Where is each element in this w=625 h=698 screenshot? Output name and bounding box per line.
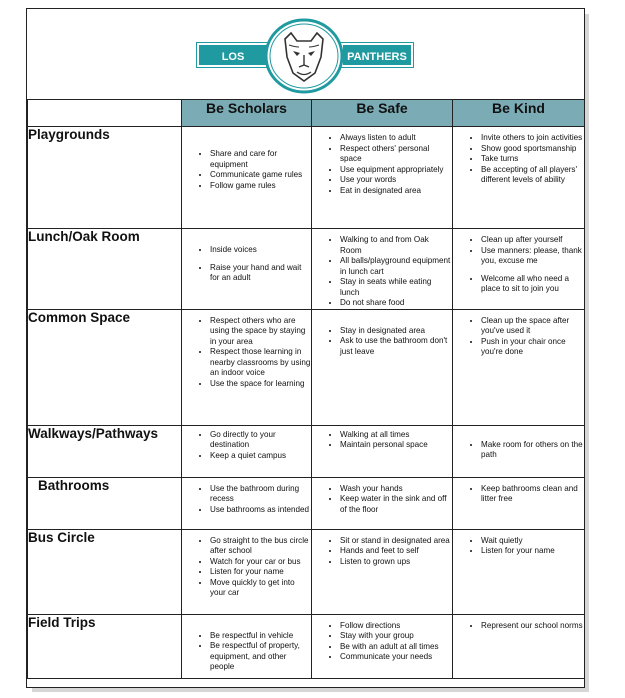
row-label: Field Trips: [28, 614, 182, 678]
column-header-be-scholars: Be Scholars: [182, 100, 312, 127]
bullet-list: [182, 484, 311, 516]
list-item: • Push in your chair once you're done: [481, 337, 584, 358]
table-row: [28, 229, 585, 310]
list-item: • Sit or stand in designated area: [340, 536, 452, 547]
table-row: [28, 425, 585, 477]
list-item: • Stay in designated area: [340, 326, 452, 337]
cell-be-kind: [453, 309, 585, 425]
list-item: • Eat in designated area: [340, 186, 452, 197]
row-label: Bus Circle: [28, 529, 182, 614]
matrix-document: [26, 8, 585, 688]
row-label: Lunch/Oak Room: [28, 229, 182, 310]
bullet-list: [182, 149, 311, 191]
cell-be-safe: [312, 229, 453, 310]
bullet-list: [182, 536, 311, 599]
list-item: • Watch for your car or bus: [210, 557, 311, 568]
list-item: • Maintain personal space: [340, 440, 452, 451]
bullet-list: [312, 235, 452, 309]
row-label: Playgrounds: [28, 127, 182, 229]
bullet-list: [453, 235, 584, 295]
bullet-list: [312, 484, 452, 516]
row-label: Common Space: [28, 309, 182, 425]
cell-be-kind: [453, 229, 585, 310]
list-item: • Go straight to the bus circle after school: [210, 536, 311, 557]
row-label: Bathrooms: [28, 477, 182, 529]
list-item: • Clean up after yourself: [481, 235, 584, 246]
list-item: • Always listen to adult: [340, 133, 452, 144]
list-item: • Respect those learning in nearby classrooms by using an indoor voice: [210, 347, 311, 379]
list-item: • All balls/playground equipment in lunch cart: [340, 256, 452, 277]
school-logo: [27, 9, 584, 99]
list-item: • Keep a quiet campus: [210, 451, 311, 462]
bullet-list: [182, 245, 311, 284]
list-item: • Use bathrooms as intended: [210, 505, 311, 516]
list-item: • Do not share food: [340, 298, 452, 309]
bullet-list: [312, 430, 452, 451]
list-item: • Wash your hands: [340, 484, 452, 495]
cell-be-kind: [453, 127, 585, 229]
table-row: [28, 127, 585, 229]
bullet-list: [312, 326, 452, 358]
list-item: • Take turns: [481, 154, 584, 165]
cell-be-scholars: [182, 477, 312, 529]
cell-be-safe: [312, 127, 453, 229]
cell-be-safe: [312, 309, 453, 425]
list-item: • Listen for your name: [210, 567, 311, 578]
bullet-list: [453, 621, 584, 632]
list-item: • Use equipment appropriately: [340, 165, 452, 176]
panther-head-icon: [263, 17, 345, 95]
list-item: • Hands and feet to self: [340, 546, 452, 557]
list-item: • Use your words: [340, 175, 452, 186]
list-item: • Keep bathrooms clean and litter free: [481, 484, 584, 505]
list-item: • Communicate your needs: [340, 652, 452, 663]
bullet-list: [312, 133, 452, 196]
bullet-list: [182, 430, 311, 462]
table-row: [28, 614, 585, 678]
list-item: • Make room for others on the path: [481, 440, 584, 461]
list-item: • Communicate game rules: [210, 170, 311, 181]
table-row: [28, 309, 585, 425]
logo-left-banner: LOS PERALES: [197, 43, 269, 67]
list-item: • Walking to and from Oak Room: [340, 235, 452, 256]
list-item: • Wait quietly: [481, 536, 584, 547]
column-header-be-kind: Be Kind: [453, 100, 585, 127]
bullet-list: [182, 316, 311, 390]
bullet-list: [453, 484, 584, 505]
list-item: • Go directly to your destination: [210, 430, 311, 451]
list-item: • Represent our school norms: [481, 621, 584, 632]
logo-right-banner: PANTHERS: [341, 43, 413, 67]
cell-be-kind: [453, 529, 585, 614]
column-header-be-safe: Be Safe: [312, 100, 453, 127]
list-item: • Stay in seats while eating lunch: [340, 277, 452, 298]
list-item: • Be accepting of all players' different levels of ability: [481, 165, 584, 186]
list-item: • Follow directions: [340, 621, 452, 632]
list-item: • Use the bathroom during recess: [210, 484, 311, 505]
bullet-list: [182, 631, 311, 673]
table-row: [28, 529, 585, 614]
list-item: • Ask to use the bathroom don't just leave: [340, 336, 452, 357]
cell-be-safe: [312, 477, 453, 529]
bullet-list: [453, 440, 584, 461]
list-item: • Welcome all who need a place to sit to join you: [481, 274, 584, 295]
list-item: • Inside voices: [210, 245, 311, 256]
list-item: • Respect others who are using the space by staying in your area: [210, 316, 311, 348]
list-item: • Keep water in the sink and off of the floor: [340, 494, 452, 515]
list-item: • Clean up the space after you've used it: [481, 316, 584, 337]
list-item: • Be with an adult at all times: [340, 642, 452, 653]
list-item: • Walking at all times: [340, 430, 452, 441]
corner-cell: [28, 100, 182, 127]
header-row: [28, 100, 585, 127]
list-item: • Listen to grown ups: [340, 557, 452, 568]
list-item: • Raise your hand and wait for an adult: [210, 263, 311, 284]
cell-be-scholars: [182, 425, 312, 477]
list-item: • Use the space for learning: [210, 379, 311, 390]
cell-be-safe: [312, 614, 453, 678]
list-item: • Show good sportsmanship: [481, 144, 584, 155]
cell-be-scholars: [182, 229, 312, 310]
list-item: • Be respectful of property, equipment, and other people: [210, 641, 311, 673]
row-label: Walkways/Pathways: [28, 425, 182, 477]
expectations-matrix: [27, 99, 585, 679]
list-item: • Invite others to join activities: [481, 133, 584, 144]
cell-be-kind: [453, 425, 585, 477]
list-item: • Listen for your name: [481, 546, 584, 557]
page-shadow-bottom: [32, 688, 589, 692]
list-item: • Be respectful in vehicle: [210, 631, 311, 642]
cell-be-kind: [453, 614, 585, 678]
bullet-list: [312, 621, 452, 663]
cell-be-safe: [312, 529, 453, 614]
bullet-list: [312, 536, 452, 568]
list-item: • Move quickly to get into your car: [210, 578, 311, 599]
cell-be-scholars: [182, 529, 312, 614]
bullet-list: [453, 536, 584, 557]
bullet-list: [453, 133, 584, 186]
list-item: • Use manners: please, thank you, excuse me: [481, 246, 584, 267]
list-item: • Share and care for equipment: [210, 149, 311, 170]
table-row: [28, 477, 585, 529]
bullet-list: [453, 316, 584, 358]
cell-be-scholars: [182, 309, 312, 425]
cell-be-safe: [312, 425, 453, 477]
page-shadow-right: [585, 14, 589, 692]
list-item: • Stay with your group: [340, 631, 452, 642]
list-item: • Follow game rules: [210, 181, 311, 192]
cell-be-scholars: [182, 614, 312, 678]
list-item: • Respect others' personal space: [340, 144, 452, 165]
cell-be-scholars: [182, 127, 312, 229]
cell-be-kind: [453, 477, 585, 529]
